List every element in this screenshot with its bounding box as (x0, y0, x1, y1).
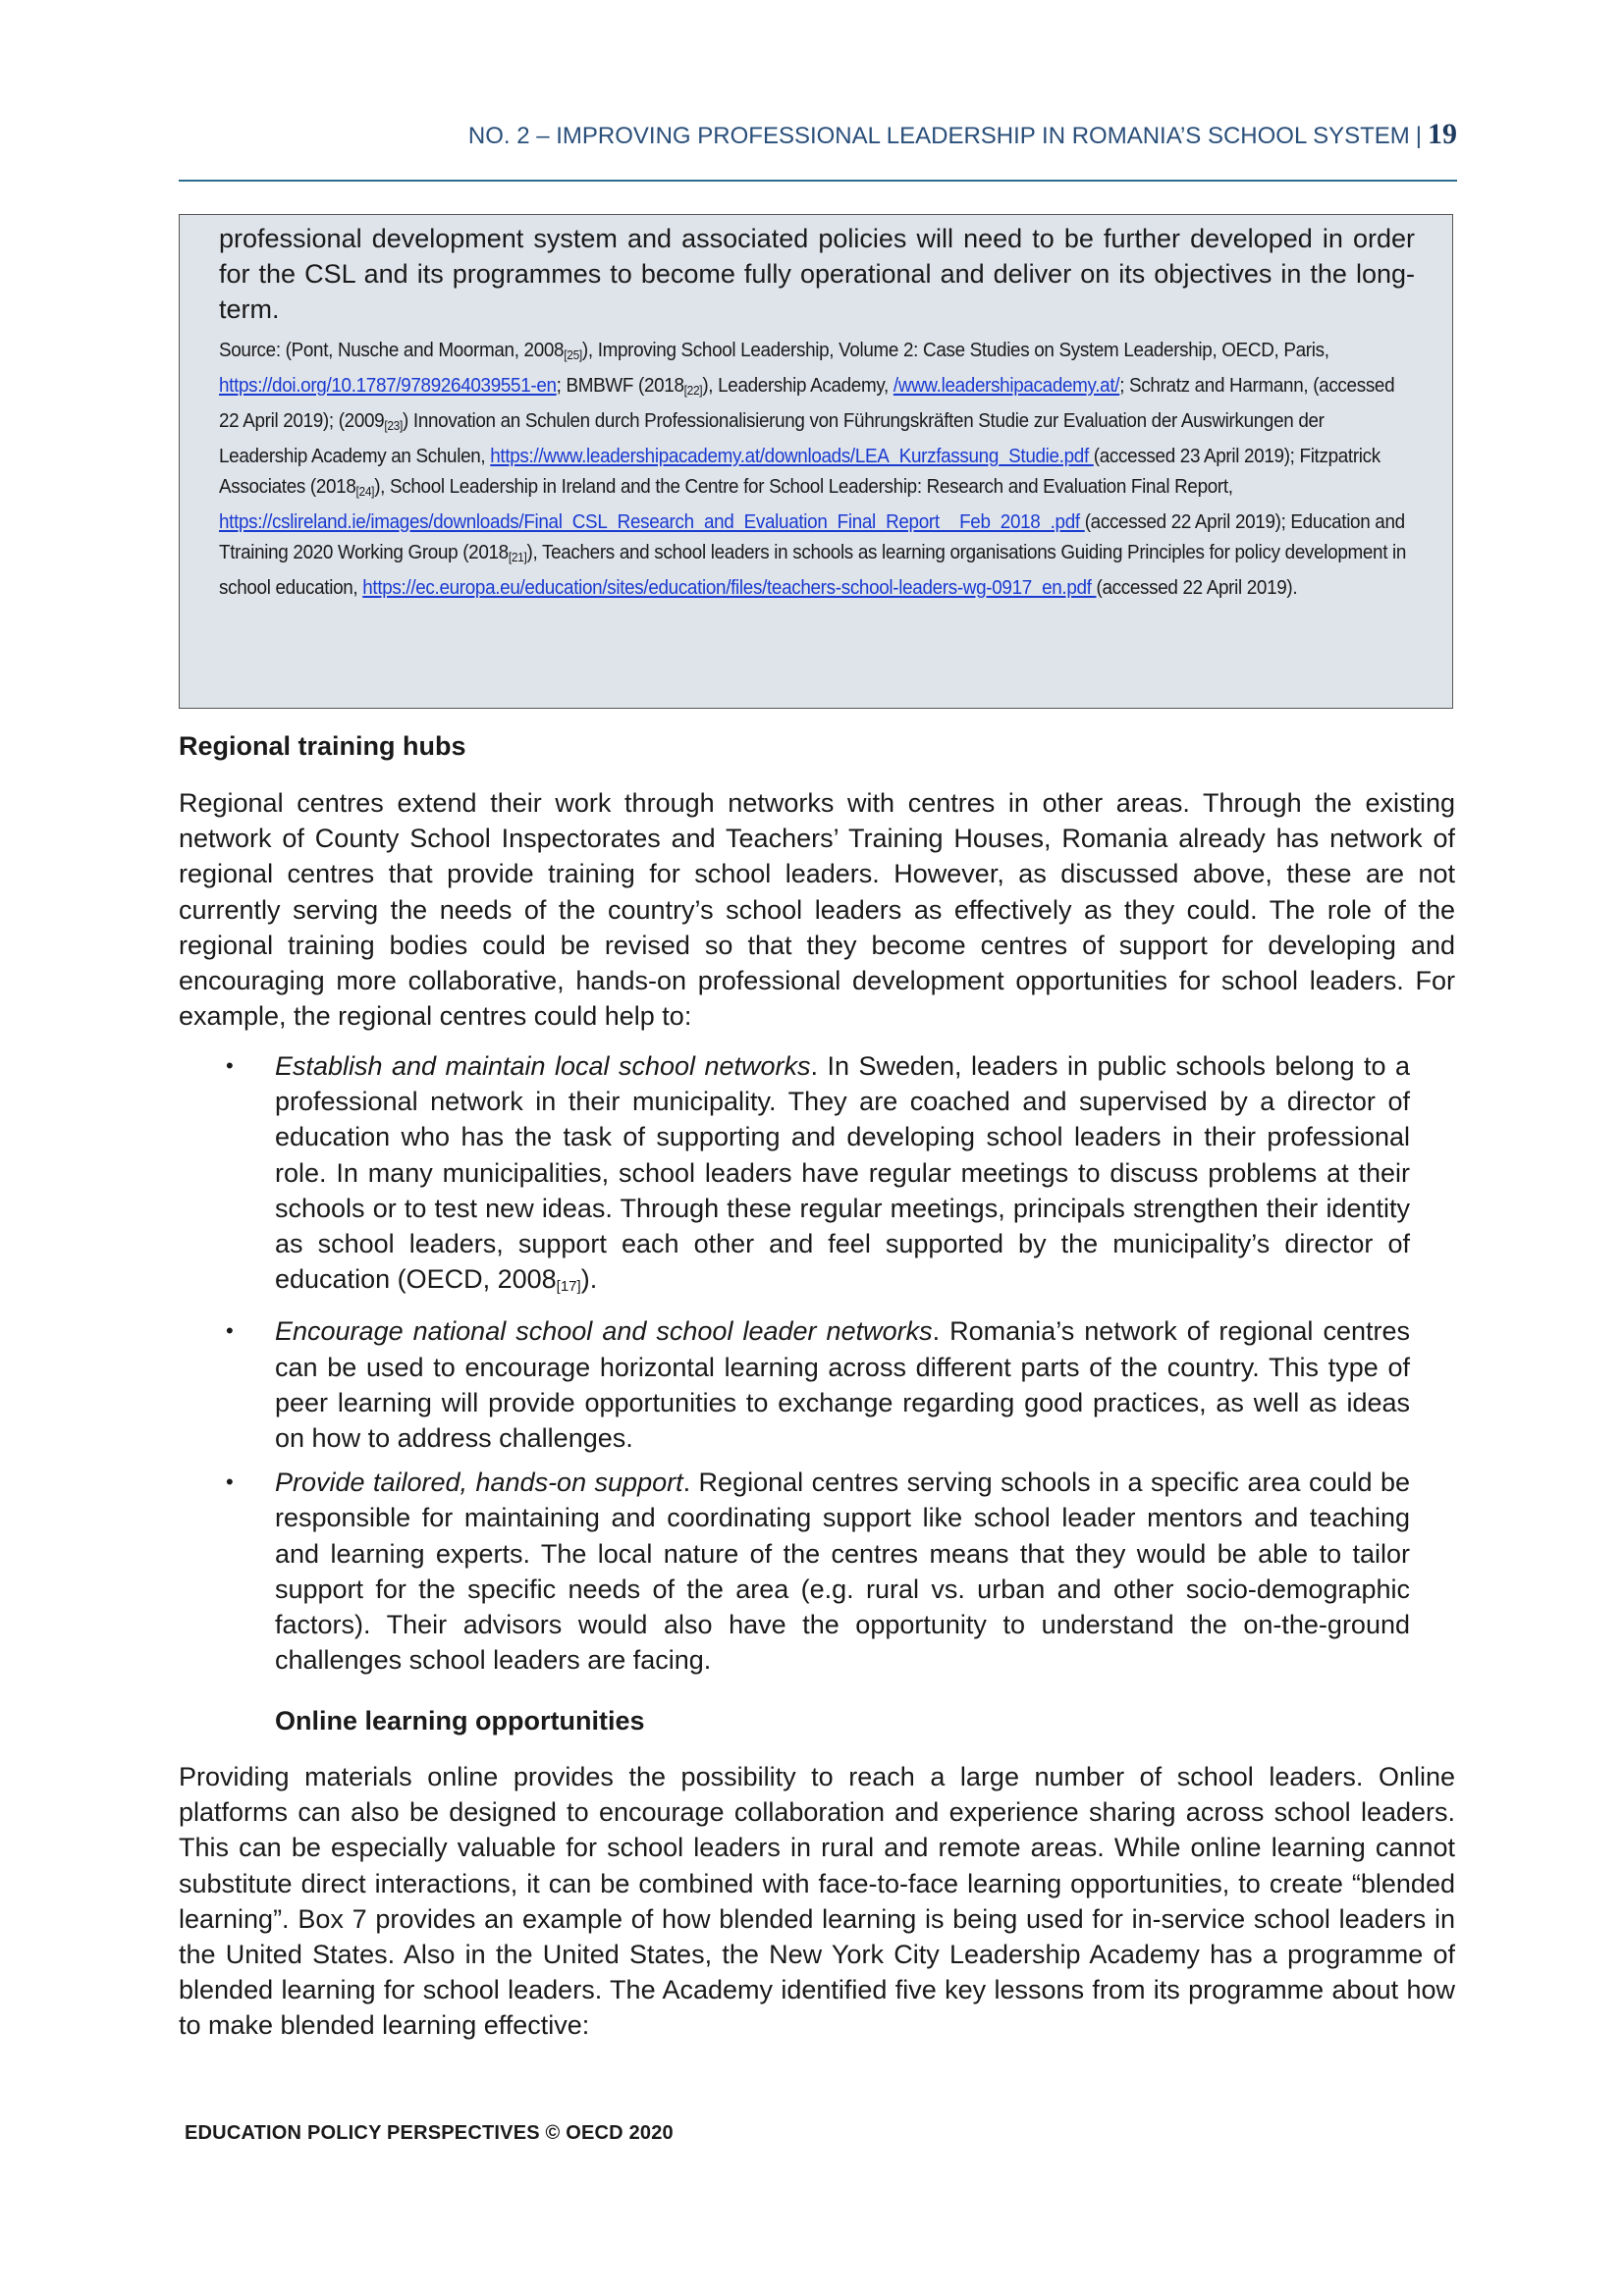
source-text: ), School Leadership in Ireland and the Centre for School Leadership: Research and Evaluation Final Report, (374, 475, 1233, 498)
bullet-lead: Establish and maintain local school networks (275, 1051, 811, 1081)
bullet-text: . In Sweden, leaders in public schools belong to a professional network in their municipality. They are coached and supervised by a director of education who has the task of supporting and developing school leaders in their professional role. In many municipalities, school leaders have regular meetings to discuss problems at their schools or to test new ideas. Through these regular meetings, principals strengthen their identity as school leaders, support each other and feel supported by the municipality’s director of education (OECD, 2008 (275, 1051, 1410, 1295)
source-text: (accessed 22 April 2019); Education and Ttraining 2020 Working Group (2018 (219, 510, 1405, 563)
source-text: ), Teachers and school leaders in schools as learning organisations Guiding Principles for policy development in school education, (219, 541, 1407, 599)
source-text: (accessed 22 April 2019). (1096, 576, 1298, 599)
bullet-text: . Romania’s network of regional centres can be used to encourage horizontal learning across different parts of the country. This type of peer learning will provide opportunities to exchange regarding good practices, as well as ideas on how to address challenges. (275, 1316, 1410, 1454)
regional-paragraph-wrap (179, 785, 1455, 1034)
source-ref: [22] (683, 383, 703, 398)
section-heading-regional: Regional training hubs (179, 731, 466, 761)
online-paragraph: Providing materials online provides the possibility to reach a large number of school leaders. Online platforms can also be designed to encourage collaboration and experience sharing across school leaders. This can be especially valuable for school leaders in rural and remote areas. While online learning cannot substitute direct interactions, it can be combined with face-to-face learning opportunities, to create “blended learning”. Box 7 provides an example of how blended learning is being used for in-service school leaders in the United States. Also in the United States, the New York City Leadership Academy has a programme of blended learning for school leaders. The Academy identified five key lessons from its programme about how to make blended learning effective: (179, 1762, 1455, 2041)
source-ref: [24] (355, 484, 375, 499)
box-continuation (179, 214, 1453, 709)
regional-paragraph: Regional centres extend their work through networks with centres in other areas. Through the existing network of County School Inspectorates and Teachers’ Training Houses, Romania already has network of regional centres that provide training for school leaders. However, as discussed above, these are not currently serving the needs of the country’s school leaders as effectively as they could. The role of the regional training bodies could be revised so that they become centres of support for developing and encouraging more collaborative, hands-on professional development opportunities for school leaders. For example, the regional centres could help to: (179, 788, 1455, 1032)
bullet-marker: • (226, 1318, 234, 1344)
source-text: ), Improving School Leadership, Volume 2: Case Studies on System Leadership, OECD, Paris, (581, 339, 1329, 361)
page-footer: EDUCATION POLICY PERSPECTIVES © OECD 2020 (185, 2122, 674, 2144)
list-item (179, 1313, 1455, 1456)
source-text: ; BMBWF (2018 (556, 374, 684, 397)
header-title: NO. 2 – IMPROVING PROFESSIONAL LEADERSHIP IN ROMANIA’S SCHOOL SYSTEM (467, 123, 1410, 149)
bullet-lead: Encourage national school and school leader networks (275, 1316, 933, 1347)
source-text: ) Innovation an Schulen durch Professionalisierung von Führungskräften Studie zur Evaluation der Auswirkungen der Leadership Academy an Schulen, (219, 409, 1325, 467)
source-ref: [21] (508, 550, 527, 564)
online-paragraph-wrap (179, 1759, 1455, 2044)
box-source (219, 335, 1413, 603)
source-link[interactable]: https://ec.europa.eu/education/sites/education/files/teachers-school-leaders-wg-0917_en.pdf (362, 576, 1097, 599)
source-link[interactable]: https://doi.org/10.1787/9789264039551-en (219, 374, 557, 397)
regional-bullet-list (179, 1048, 1455, 1686)
source-text: ), Leadership Academy, (702, 374, 893, 397)
source-ref: [25] (564, 347, 582, 362)
regional-heading-wrap (179, 731, 1455, 762)
source-text: Source: (Pont, Nusche and Moorman, 2008 (219, 339, 565, 361)
source-link[interactable]: /www.leadershipacademy.at/ (893, 374, 1120, 397)
bullet-marker: • (226, 1053, 234, 1078)
list-item (179, 1048, 1455, 1305)
source-ref: [23] (384, 418, 404, 433)
bullet-text: . Regional centres serving schools in a specific area could be responsible for maintaining and coordinating support like school leader mentors and teaching and learning experts. The local nature of the centres means that they would be able to tailor support for the specific needs of the area (e.g. rural vs. urban and other socio-demographic factors). Their advisors would also have the opportunity to understand the on-the-ground challenges school leaders are facing. (275, 1468, 1410, 1676)
list-item (179, 1465, 1455, 1678)
header-separator: | (1415, 123, 1422, 149)
running-header (180, 118, 1457, 151)
online-heading-wrap (275, 1706, 1355, 1736)
bullet-ref: [17] (556, 1278, 581, 1296)
section-heading-online: Online learning opportunities (275, 1706, 645, 1735)
bullet-marker: • (226, 1469, 234, 1495)
bullet-tail: ). (580, 1264, 598, 1295)
source-link[interactable]: https://www.leadershipacademy.at/downloads/LEA_Kurzfassung_Studie.pdf (490, 445, 1094, 467)
page-number: 19 (1428, 118, 1457, 150)
box-text: professional development system and associated policies will need to be further developed in order for the CSL and its programmes to become fully operational and deliver on its objectives in the long-term. (219, 224, 1415, 324)
source-text: ; Schratz and Harmann, (accessed 22 April 2019); (2009 (219, 374, 1395, 432)
header-rule (179, 180, 1457, 182)
source-link[interactable]: https://cslireland.ie/images/downloads/Final_CSL_Research_and_Evaluation_Final_Report__Feb_2018_.pdf (219, 510, 1085, 533)
source-text: (accessed 23 April 2019); Fitzpatrick Associates (2018 (219, 445, 1380, 498)
bullet-lead: Provide tailored, hands-on support (275, 1468, 683, 1498)
